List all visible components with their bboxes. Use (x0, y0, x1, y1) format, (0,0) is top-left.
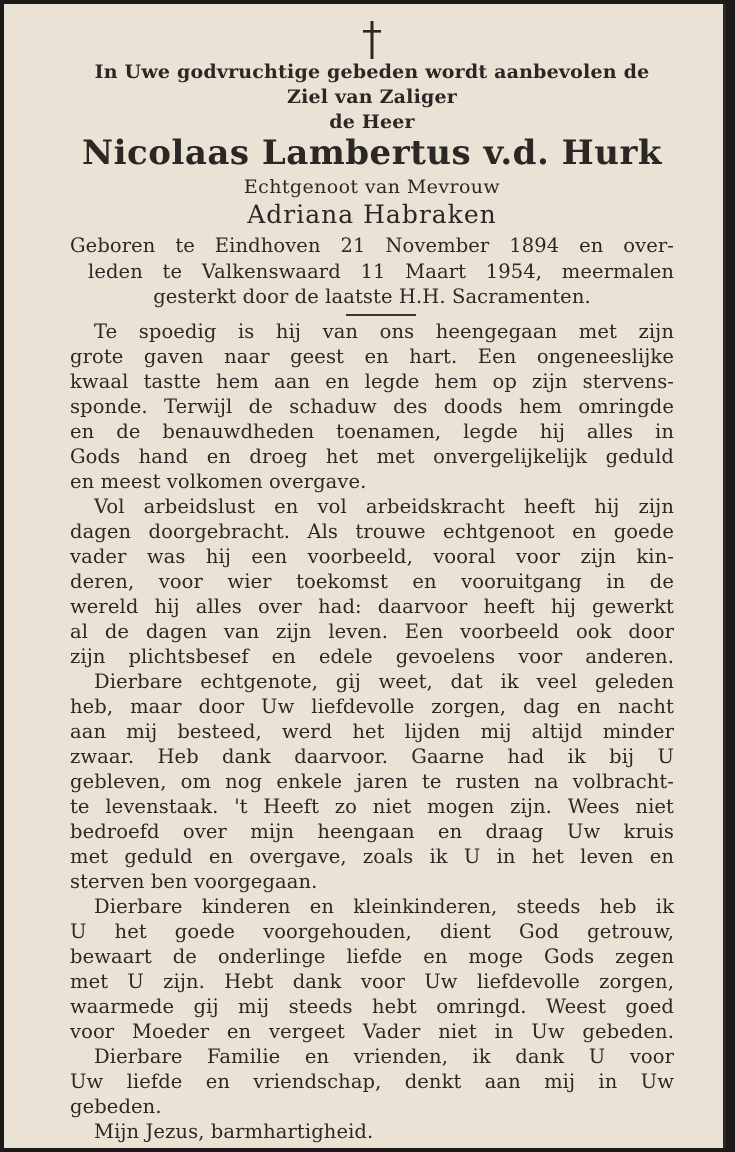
biography-line: leden te Valkenswaard 11 Maart 1954, meermalen (88, 260, 674, 283)
paragraph-line: grote gaven naar geest en hart. Een ongeneeslijke (70, 345, 674, 368)
paragraph-line: sterven ben voorgegaan. (70, 870, 318, 893)
spouse-label: Echtgenoot van Mevrouw (243, 176, 501, 198)
paragraph-line: Dierbare echtgenote, gij weet, dat ik veel geleden (94, 670, 674, 693)
biography-line: gesterkt door de laatste H.H. Sacramenten. (153, 285, 591, 308)
cross-icon (360, 20, 384, 60)
paragraph-line: Gods hand en droeg het met onvergelijkelijk geduld (70, 445, 674, 468)
divider (346, 314, 416, 316)
deceased-name: Nicolaas Lambertus v.d. Hurk (82, 133, 662, 173)
intro-line: In Uwe godvruchtige gebeden wordt aanbevolen de (94, 61, 650, 83)
paragraph-line: Uw liefde en vriendschap, denkt aan mij in Uw (70, 1070, 674, 1093)
intro-line: Ziel van Zaliger (287, 86, 457, 108)
biography-line: Geboren te Eindhoven 21 November 1894 en over- (70, 234, 674, 257)
paragraph-line: sponde. Terwijl de schaduw des doods hem omringde (70, 395, 674, 418)
paragraph-line: vader was hij een voorbeeld, vooral voor zijn kin- (70, 545, 674, 568)
paragraph-line: U het goede voorgehouden, dient God getrouw, (70, 920, 674, 943)
memorial-card (4, 4, 726, 1148)
paragraph-line: kwaal tastte hem aan en legde hem op zijn stervens- (70, 370, 674, 393)
paragraph-line: zijn plichtsbesef en edele gevoelens voor anderen. (70, 645, 674, 668)
paragraph-line: wereld hij alles over had: daarvoor heeft hij gewerkt (70, 595, 674, 618)
paragraph-line: bewaart de onderlinge liefde en moge Gods zegen (70, 945, 674, 968)
paragraph-line: gebeden. (70, 1095, 162, 1118)
paragraph-line: zwaar. Heb dank daarvoor. Gaarne had ik bij U (70, 745, 674, 768)
paragraph-line: aan mij besteed, werd het lijden mij altijd minder (70, 720, 674, 743)
paragraph-line: Vol arbeidslust en vol arbeidskracht heeft hij zijn (94, 495, 674, 518)
intro-line: de Heer (329, 111, 415, 133)
paragraph-line: gebleven, om nog enkele jaren te rusten na volbracht- (70, 770, 674, 793)
paragraph-line: Dierbare kinderen en kleinkinderen, steeds heb ik (94, 895, 674, 918)
paragraph-line: en de benauwdheden toenamen, legde hij alles in (70, 420, 674, 443)
paragraph-line: met U zijn. Hebt dank voor Uw liefdevolle zorgen, (70, 970, 674, 993)
paragraph-line: te levenstaak. 't Heeft zo niet mogen zijn. Wees niet (70, 795, 674, 818)
spouse-name: Adriana Habraken (247, 200, 497, 229)
paragraph-line: al de dagen van zijn leven. Een voorbeeld ook door (70, 620, 674, 643)
paragraph-line: waarmede gij mij steeds hebt omringd. Weest goed (70, 995, 674, 1018)
paragraph-line: dagen doorgebracht. Als trouwe echtgenoot en goede (70, 520, 674, 543)
paragraph-line: met geduld en overgave, zoals ik U in het leven en (70, 845, 674, 868)
paragraph-line: Te spoedig is hij van ons heengegaan met zijn (94, 320, 674, 343)
paragraph-line: en meest volkomen overgave. (70, 470, 367, 493)
paragraph-line: voor Moeder en vergeet Vader niet in Uw gebeden. (70, 1020, 674, 1043)
paragraph-line: bedroefd over mijn heengaan en draag Uw kruis (70, 820, 674, 843)
closing-prayer: Mijn Jezus, barmhartigheid. (94, 1120, 374, 1143)
paragraph-line: heb, maar door Uw liefdevolle zorgen, dag en nacht (70, 695, 674, 718)
paragraph-line: Dierbare Familie en vrienden, ik dank U voor (94, 1045, 674, 1068)
paragraph-line: deren, voor wier toekomst en vooruitgang in de (70, 570, 674, 593)
